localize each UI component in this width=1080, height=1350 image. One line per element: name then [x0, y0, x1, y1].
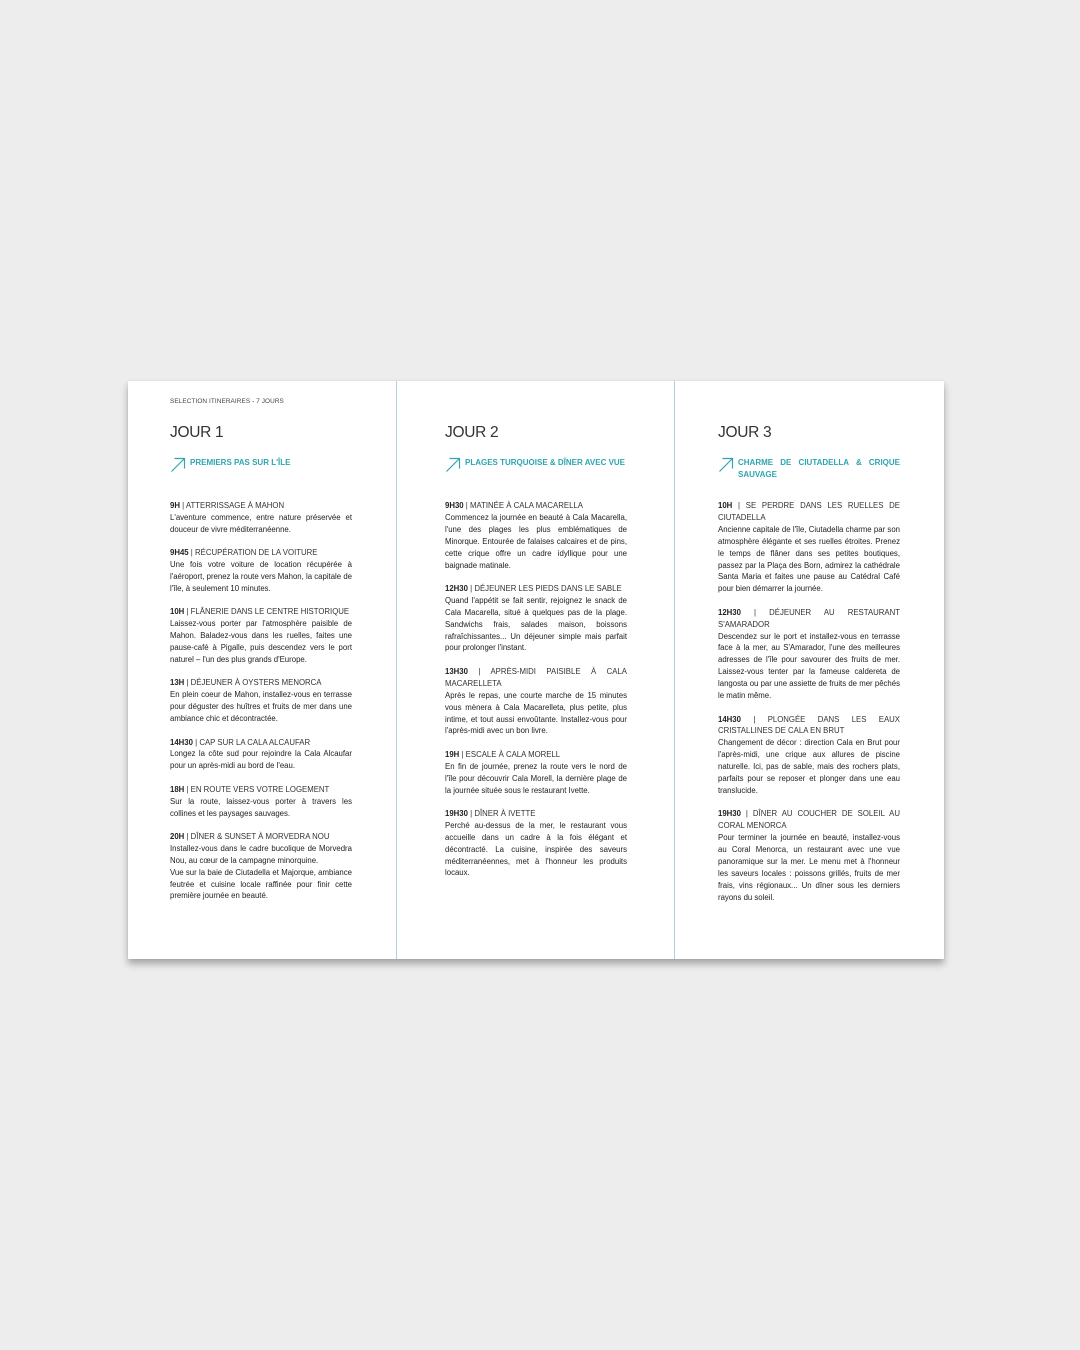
- header-tag: SELECTION ITINERAIRES - 7 JOURS: [170, 398, 284, 405]
- separator: |: [463, 501, 470, 510]
- itinerary-entry: [445, 583, 627, 654]
- entry-title: EN ROUTE VERS VOTRE LOGEMENT: [190, 784, 330, 794]
- entry-list: [170, 500, 352, 902]
- entry-time: 19H30: [718, 809, 741, 819]
- entry-description: Perché au-dessus de la mer, le restaurant vous accueille dans un cadre à la fois élégant et décontracté. La cuisine, inspirée des saveurs méditerranéennes, met à l'honneur les produits locaux.: [445, 820, 627, 878]
- day-title: JOUR 1: [170, 424, 224, 441]
- entry-description: Longez la côte sud pour rejoindre la Cala Alcaufar pour un après-midi au bord de l'eau.: [170, 749, 352, 771]
- entry-title: PLONGÉE DANS LES EAUX CRISTALLINES DE CALA EN BRUT: [718, 714, 901, 736]
- entry-title: DÎNER À IVETTE: [474, 808, 536, 818]
- entry-heading: [718, 714, 900, 738]
- entry-heading: [718, 808, 900, 832]
- entry-time: 18H: [170, 784, 185, 794]
- entry-description: Quand l'appétit se fait sentir, rejoignez le snack de Cala Macarella, situé à quelques pas de la plage. Sandwichs frais, salades maison, boissons rafraîchissantes... Un déjeuner simple mais parfait pour prolonger l'instant.: [445, 595, 627, 653]
- entry-description: Une fois votre voiture de location récupérée à l'aéroport, prenez la route vers Mahon, la capitale de l'île, à seulement 10 minutes.: [170, 560, 352, 593]
- entry-description: L'aventure commence, entre nature préservée et douceur de vivre méditerranéenne.: [170, 512, 352, 534]
- entry-title: CAP SUR LA CALA ALCAUFAR: [199, 737, 311, 747]
- panel-day-3: [718, 423, 900, 915]
- entry-time: 12H30: [445, 583, 468, 593]
- entry-heading: [718, 500, 900, 524]
- entry-description: En fin de journée, prenez la route vers le nord de l'île pour découvrir Cala Morell, la dernière plage de la journée située sous le restaurant Ivette.: [445, 761, 627, 795]
- separator: |: [740, 714, 768, 724]
- entry-description: Descendez sur le port et installez-vous en terrasse face à la mer, au S'Amarador, l'une des meilleures adresses de l'île pour savourer des fruits de mer. Laissez-vous tenter par la fameuse caldereta de langosta ou par une assiette de fruits de mer pêchés le matin même.: [718, 631, 900, 701]
- theme-label: PREMIERS PAS SUR L'ÎLE: [190, 458, 291, 467]
- itinerary-entry: [718, 500, 900, 595]
- entry-time: 14H30: [718, 714, 741, 724]
- entry-title: DÉJEUNER LES PIEDS DANS LE SABLE: [474, 583, 622, 593]
- day-title: JOUR 2: [445, 424, 499, 441]
- entry-list: [718, 500, 900, 904]
- day-theme: [718, 457, 900, 483]
- itinerary-entry: [170, 737, 352, 773]
- entry-heading: [170, 831, 352, 843]
- separator: |: [732, 501, 746, 510]
- entry-title: ESCALE À CALA MORELL: [465, 749, 561, 759]
- theme-label: PLAGES TURQUOISE & DÎNER AVEC VUE: [465, 458, 626, 467]
- separator: |: [459, 749, 466, 759]
- entry-time: 13H30: [445, 666, 468, 676]
- entry-title: ATTERRISSAGE À MAHON: [185, 501, 285, 510]
- separator: |: [740, 607, 770, 617]
- fold-line: [396, 381, 397, 959]
- entry-title: RÉCUPÉRATION DE LA VOITURE: [195, 548, 318, 558]
- entry-time: 13H: [170, 678, 185, 688]
- separator: |: [192, 737, 200, 747]
- separator: |: [188, 548, 195, 558]
- separator: |: [184, 607, 191, 617]
- entry-heading: [170, 500, 352, 512]
- entry-heading: [445, 583, 627, 595]
- separator: |: [184, 784, 191, 794]
- entry-time: 14H30: [170, 737, 193, 747]
- theme-label: CHARME DE CIUTADELLA & CRIQUE SAUVAGE: [738, 458, 900, 479]
- entry-time: 19H: [445, 749, 460, 759]
- entry-title: DÉJEUNER AU RESTAURANT S'AMARADOR: [718, 607, 900, 629]
- itinerary-entry: [445, 808, 627, 879]
- day-title: JOUR 3: [718, 424, 772, 441]
- separator: |: [740, 809, 753, 819]
- fold-line: [674, 381, 675, 959]
- entry-time: 20H: [170, 831, 185, 841]
- entry-time: 19H30: [445, 808, 468, 818]
- arrow-up-right-icon: [170, 457, 186, 473]
- itinerary-entry: [718, 808, 900, 903]
- entry-heading: [170, 547, 352, 559]
- separator: |: [467, 808, 475, 818]
- entry-description: Pour terminer la journée en beauté, installez-vous au Coral Menorca, un restaurant avec une vue panoramique sur la mer. Le menu met à l'honneur les saveurs locales : poissons grillés, fruits de mer frais, vins régionaux... Un dîner sous les derniers rayons du soleil.: [718, 833, 900, 902]
- separator: |: [179, 501, 186, 510]
- itinerary-entry: [170, 784, 352, 820]
- entry-title: DÎNER & SUNSET À MORVEDRA NOU: [190, 831, 330, 841]
- itinerary-entry: [445, 749, 627, 797]
- entry-list: [445, 500, 627, 879]
- entry-description: Ancienne capitale de l'île, Ciutadella charme par son atmosphère élégante et ses ruelles étroites. Prenez le temps de flâner dans ses petites boutiques, passez par la Plaça des Born, admirez la cathédrale Santa Maria et faites une pause au Catédral Café pour bien démarrer la journée.: [718, 524, 900, 594]
- itinerary-entry: [718, 714, 900, 797]
- entry-description: Changement de décor : direction Cala en Brut pour l'après-midi, une crique aux allures de piscine naturelle. Ici, pas de sable, mais des rochers plats, parfaits pour se reposer et plonger dans une eau translucide.: [718, 738, 900, 795]
- day-theme: [445, 457, 627, 483]
- entry-time: 9H30: [445, 501, 464, 510]
- entry-title: DÎNER AU COUCHER DE SOLEIL AU CORAL MENORCA: [718, 809, 901, 831]
- entry-description: Installez-vous dans le cadre bucolique de Morvedra Nou, au cœur de la campagne minorquine. Vue sur la baie de Ciutadella et Majorque, ambiance feutrée et cuisine locale raffinée pour finir cette première journée en beauté.: [170, 843, 352, 901]
- entry-title: APRÈS-MIDI PAISIBLE À CALA MACARELLETA: [445, 666, 627, 688]
- entry-time: 12H30: [718, 607, 741, 617]
- itinerary-entry: [718, 607, 900, 702]
- entry-description: Sur la route, laissez-vous porter à travers les collines et les paysages sauvages.: [170, 796, 352, 818]
- entry-heading: [445, 749, 627, 761]
- entry-heading: [170, 784, 352, 796]
- entry-title: MATINÉE À CALA MACARELLA: [470, 501, 583, 510]
- itinerary-entry: [170, 500, 352, 536]
- entry-heading: [170, 737, 352, 749]
- arrow-up-right-icon: [445, 457, 461, 473]
- separator: |: [467, 666, 491, 676]
- panel-day-1: [170, 423, 352, 914]
- entry-time: 10H: [718, 501, 733, 510]
- brochure-spread: [128, 381, 944, 959]
- arrow-up-right-icon: [718, 457, 734, 473]
- entry-description: Laissez-vous porter par l'atmosphère paisible de Mahon. Baladez-vous dans les ruelles, faites une pause-café à Pigalle, puis descendez vers le port naturel – l'un des plus grands d'Europe.: [170, 619, 352, 664]
- entry-description: En plein coeur de Mahon, installez-vous en terrasse pour déguster des huîtres et fruits de mer dans une ambiance chic et décontractée.: [170, 690, 352, 724]
- itinerary-entry: [170, 547, 352, 595]
- day-theme: [170, 457, 352, 483]
- itinerary-entry: [445, 500, 627, 571]
- itinerary-entry: [445, 666, 627, 737]
- entry-time: 9H: [170, 501, 180, 510]
- separator: |: [467, 583, 475, 593]
- itinerary-entry: [170, 677, 352, 725]
- separator: |: [184, 831, 191, 841]
- entry-title: FLÂNERIE DANS LE CENTRE HISTORIQUE: [190, 607, 350, 617]
- entry-title: SE PERDRE DANS LES RUELLES DE CIUTADELLA: [718, 501, 900, 522]
- itinerary-entry: [170, 831, 352, 902]
- entry-heading: [170, 606, 352, 618]
- entry-heading: [718, 607, 900, 631]
- entry-description: Commencez la journée en beauté à Cala Macarella, l'une des plages les plus emblématiques de Minorque. Entourée de falaises calcaires et de pins, cette crique offre un cadre idyllique pour une baignade matinale.: [445, 512, 627, 570]
- itinerary-entry: [170, 606, 352, 666]
- panel-day-2: [445, 423, 627, 891]
- entry-heading: [445, 666, 627, 690]
- separator: |: [184, 678, 191, 688]
- entry-time: 10H: [170, 607, 185, 617]
- entry-description: Après le repas, une courte marche de 15 minutes vous mènera à Cala Macarelleta, plus petite, plus intime, et tout aussi envoûtante. Installez-vous pour l'après-midi avec un bon livre.: [445, 690, 627, 736]
- entry-title: DÉJEUNER À OYSTERS MENORCA: [190, 678, 322, 688]
- entry-heading: [170, 677, 352, 689]
- entry-heading: [445, 808, 627, 820]
- entry-heading: [445, 500, 627, 512]
- entry-time: 9H45: [170, 548, 189, 558]
